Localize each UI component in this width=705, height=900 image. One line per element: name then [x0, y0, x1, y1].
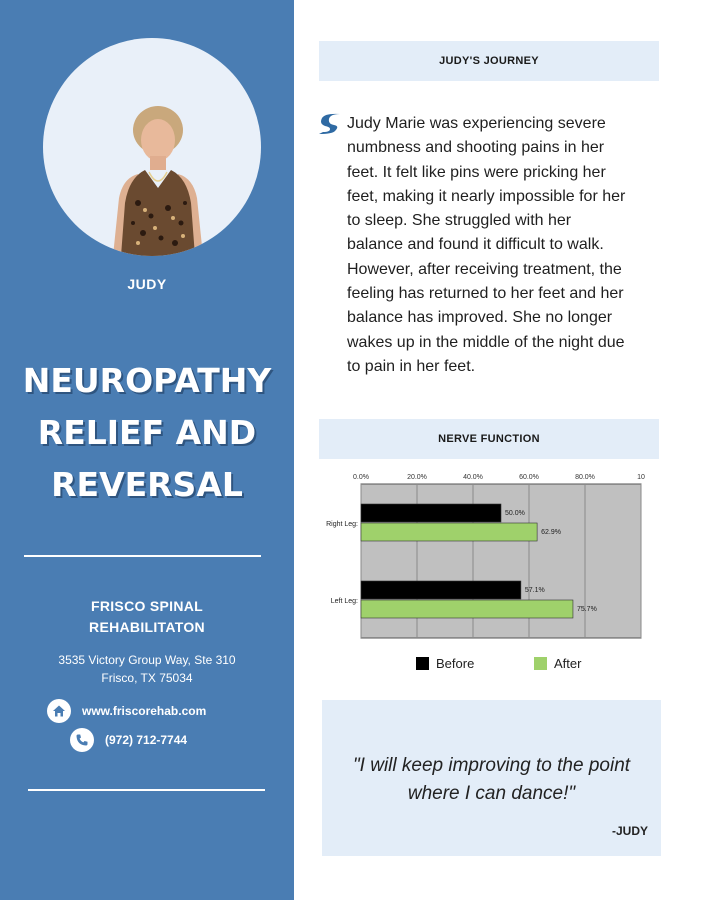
quote-line: where I can dance!"	[407, 783, 576, 804]
story-line: However, after receiving treatment, the	[347, 260, 622, 278]
divider-top	[24, 555, 261, 557]
main-title	[10, 355, 284, 511]
legend-label-after: After	[554, 656, 582, 671]
story-line: balance and found it difficult to walk.	[347, 236, 604, 254]
address-line: 3535 Victory Group Way, Ste 310	[58, 653, 236, 667]
phone-row[interactable]	[70, 728, 187, 752]
clinic-name	[0, 596, 294, 638]
title-line: REVERSAL	[51, 465, 243, 504]
website-link[interactable]: www.friscorehab.com	[82, 704, 207, 718]
website-row[interactable]	[47, 699, 206, 723]
story-line: balance has improved. She no longer	[347, 309, 613, 327]
phone-number[interactable]: (972) 712-7744	[105, 733, 188, 747]
x-tick-label: 20.0%	[407, 474, 427, 481]
legend-swatch-before	[416, 657, 429, 670]
clinic-name-line: FRISCO SPINAL	[90, 598, 204, 614]
category-label: Left Leg:	[330, 598, 358, 605]
story-line: feet. It felt like pins were pricking her	[347, 163, 606, 181]
story-line: wakes up in the middle of the night due	[347, 333, 625, 351]
story-line: to pain in her feet.	[347, 357, 476, 375]
sidebar	[0, 0, 294, 900]
clinic-address	[0, 651, 294, 687]
bar-after	[361, 600, 573, 618]
data-label: 62.9%	[541, 529, 561, 536]
legend-label-before: Before	[436, 656, 475, 671]
quote-author: -JUDY	[611, 824, 648, 838]
person-name: JUDY	[127, 276, 167, 292]
bar-after	[361, 523, 537, 541]
x-tick-label: 0.0%	[353, 474, 369, 481]
data-label: 50.0%	[505, 510, 525, 517]
quote-box	[322, 700, 661, 856]
nerve-function-chart	[319, 466, 659, 676]
journey-heading: JUDY'S JOURNEY	[319, 41, 659, 81]
quote-text	[322, 752, 661, 808]
x-tick-label: 40.0%	[463, 474, 483, 481]
category-label: Right Leg:	[326, 521, 358, 528]
divider-bottom	[28, 789, 265, 791]
phone-icon	[70, 728, 94, 752]
home-icon	[47, 699, 71, 723]
road-icon	[316, 112, 344, 141]
clinic-name-line: REHABILITATON	[89, 619, 205, 635]
person-illustration	[43, 38, 261, 256]
profile-photo	[43, 38, 261, 256]
data-label: 75.7%	[576, 606, 597, 613]
title-line: RELIEF AND	[37, 413, 257, 452]
story-line: Judy Marie was experiencing severe	[347, 115, 606, 132]
story-line: feeling has returned to her feet and her	[347, 285, 624, 303]
x-tick-label: 10	[637, 474, 645, 481]
nerve-heading: NERVE FUNCTION	[319, 419, 659, 459]
address-line: Frisco, TX 75034	[101, 671, 193, 685]
data-label: 57.1%	[524, 587, 545, 594]
story-line: numbness and shooting pains in her	[347, 139, 605, 157]
journey-story	[347, 112, 667, 379]
quote-line: "I will keep improving to the point	[352, 755, 631, 776]
x-tick-label: 60.0%	[519, 474, 539, 481]
x-tick-label: 80.0%	[575, 474, 595, 481]
bar-before	[361, 581, 521, 599]
title-line: NEUROPATHY	[22, 361, 272, 400]
legend-swatch-after	[534, 657, 547, 670]
story-line: to sleep. She struggled with her	[347, 212, 572, 230]
story-line: feet, making it nearly impossible for her	[347, 187, 626, 205]
bar-before	[361, 504, 501, 522]
